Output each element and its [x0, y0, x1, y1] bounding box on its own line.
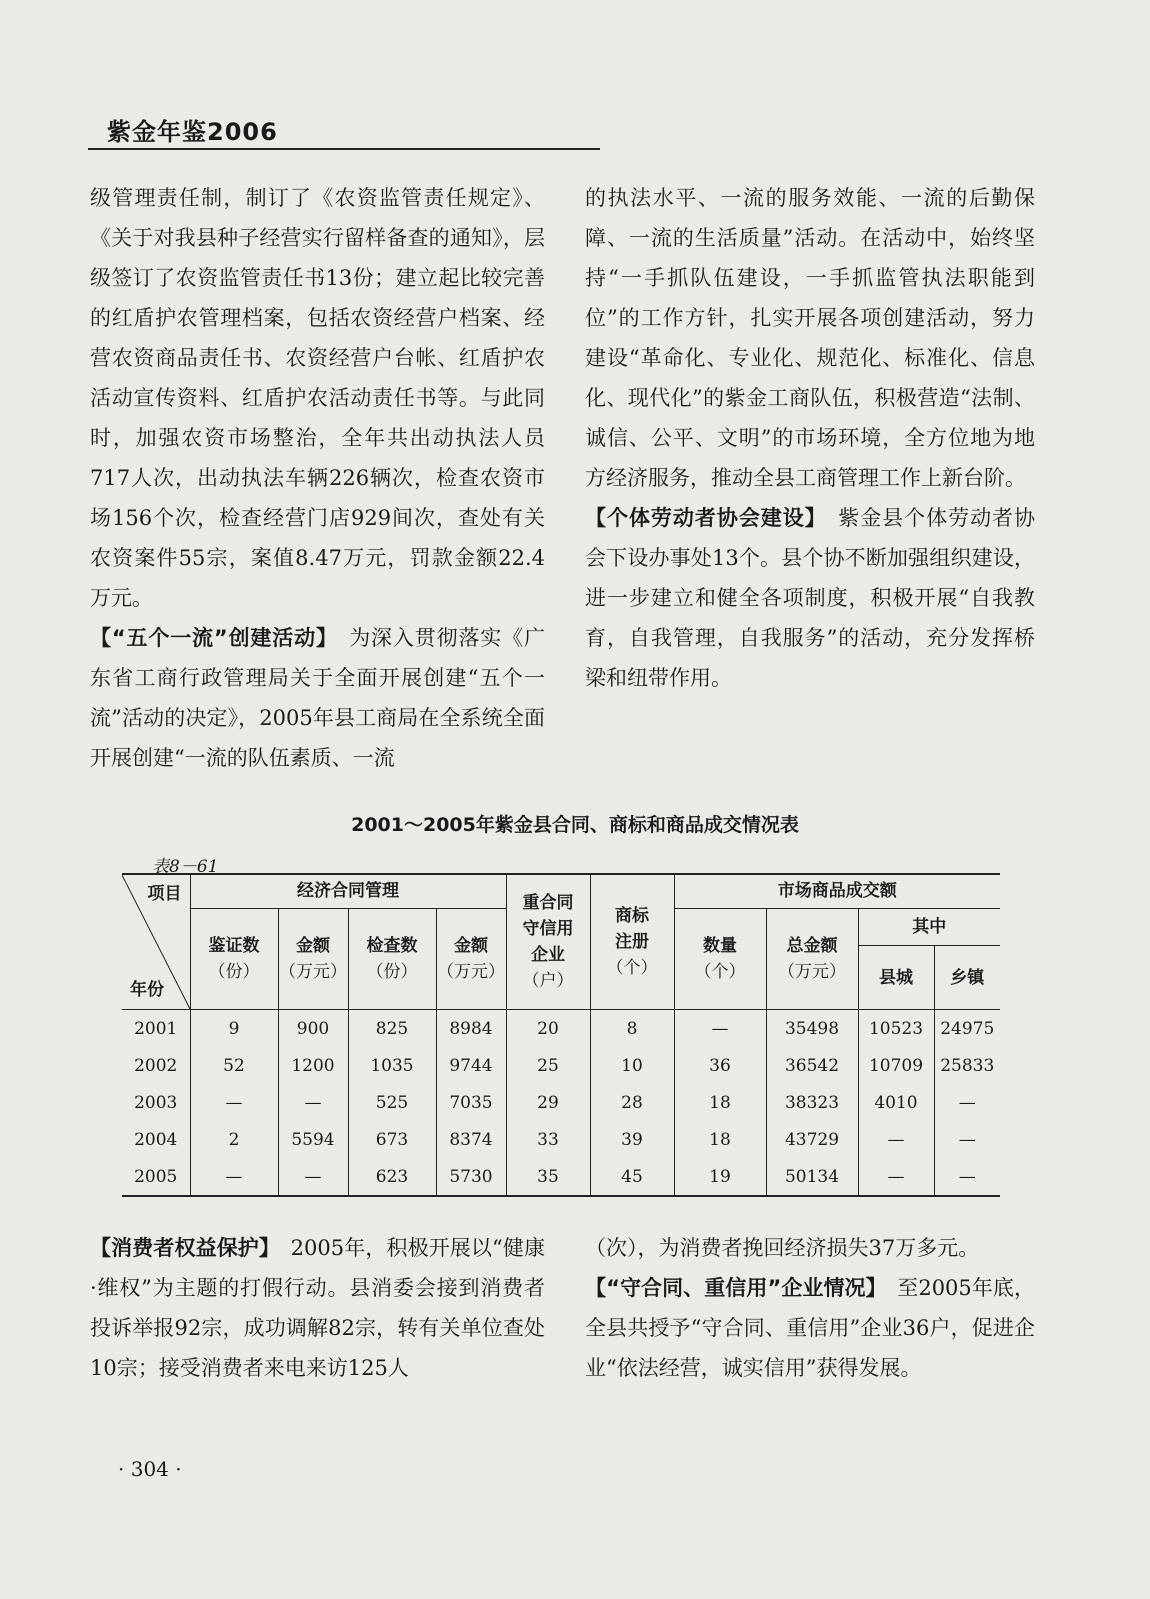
- group-header-market: 市场商品成交额: [674, 874, 1000, 908]
- table-cell: 29: [506, 1084, 590, 1121]
- paragraph-agri-supervision: 级管理责任制，制订了《农资监管责任规定》、《关于对我县种子经营实行留样备查的通知》，层级签订了农资监管责任书13份；建立起比较完善的红盾护农管理档案，包括农资经营户档案、经营农资商品责任书、农资经营户台帐、红盾护农活动宣传资料、红盾护农活动责任书等。与此同时，加强农资市场整治，全年共出动执法人员717人次，出动执法车辆226辆次，检查农资市场156个次，检查经营门店929间次，查处有关农资案件55宗，案值8.47万元，罚款金额22.4万元。: [90, 186, 545, 610]
- table-row: [122, 1047, 1000, 1084]
- row-year-cell: 2003: [122, 1084, 190, 1121]
- paragraph-individual-labor-assoc: [585, 498, 1035, 698]
- paragraph-text: 至2005年底，全县共授予“守合同、重信用”企业36户，促进企业“依法经营，诚实信用”获得发展。: [585, 1276, 1035, 1380]
- right-column-bottom: [585, 1228, 1035, 1388]
- table-cell: 45: [590, 1158, 674, 1196]
- row-year-cell: 2001: [122, 1010, 190, 1048]
- table-cell: 900: [278, 1010, 348, 1048]
- paragraph-five-first-class: [90, 618, 545, 778]
- table-cell: —: [190, 1084, 278, 1121]
- table-cell: 10523: [858, 1010, 934, 1048]
- table-cell: 52: [190, 1047, 278, 1084]
- table-cell: 19: [674, 1158, 766, 1196]
- table-cell: 10: [590, 1047, 674, 1084]
- table-cell: —: [858, 1121, 934, 1158]
- header-inspect-count: 检查数 （份）: [348, 908, 436, 1010]
- left-column-bottom: [90, 1228, 545, 1388]
- section-heading: 【“五个一流”创建活动】: [90, 626, 328, 650]
- table-row: [122, 1121, 1000, 1158]
- table-cell: 35: [506, 1158, 590, 1196]
- table-cell: 38323: [766, 1084, 858, 1121]
- table-row: [122, 1084, 1000, 1121]
- table-cell: 623: [348, 1158, 436, 1196]
- table-cell: 20: [506, 1010, 590, 1048]
- table-cell: 9744: [436, 1047, 506, 1084]
- table-cell: 36542: [766, 1047, 858, 1084]
- table-row: [122, 1010, 1000, 1048]
- table-cell: 18: [674, 1121, 766, 1158]
- corner-header: [122, 874, 190, 1010]
- table-cell: 8: [590, 1010, 674, 1048]
- table-cell: 25833: [934, 1047, 1000, 1084]
- table-cell: —: [674, 1010, 766, 1048]
- header-cert-count: 鉴证数 （份）: [190, 908, 278, 1010]
- table-cell: 25: [506, 1047, 590, 1084]
- row-year-cell: 2005: [122, 1158, 190, 1196]
- page-number: · 304 ·: [118, 1457, 182, 1481]
- table-cell: 39: [590, 1121, 674, 1158]
- table-cell: 18: [674, 1084, 766, 1121]
- table-cell: —: [190, 1158, 278, 1196]
- header-qizhong: 其中: [858, 908, 1000, 946]
- table-cell: —: [278, 1084, 348, 1121]
- table-cell: 10709: [858, 1047, 934, 1084]
- table-cell: 35498: [766, 1010, 858, 1048]
- paragraph-consumer-rights-cont: （次），为消费者挽回经济损失37万多元。: [585, 1236, 980, 1260]
- paragraph-text: 紫金县个体劳动者协会下设办事处13个。县个协不断加强组织建设，进一步建立和健全各项制度，积极开展“自我教育，自我管理，自我服务”的活动，充分发挥桥梁和纽带作用。: [585, 506, 1036, 690]
- section-heading: 【“守合同、重信用”企业情况】: [585, 1276, 877, 1300]
- table-cell: 43729: [766, 1121, 858, 1158]
- left-column-top: [90, 178, 545, 778]
- header-total-amount: 总金额 （万元）: [766, 908, 858, 1010]
- table-cell: 24975: [934, 1010, 1000, 1048]
- header-inspect-amount: 金额 （万元）: [436, 908, 506, 1010]
- table-cell: 2: [190, 1121, 278, 1158]
- table-cell: 7035: [436, 1084, 506, 1121]
- table-cell: —: [934, 1121, 1000, 1158]
- paragraph-contract-credit: [585, 1268, 1035, 1388]
- section-heading: 【个体劳动者协会建设】: [585, 506, 817, 530]
- table-cell: 5730: [436, 1158, 506, 1196]
- table-cell: —: [934, 1158, 1000, 1196]
- header-cert-amount: 金额 （万元）: [278, 908, 348, 1010]
- table-cell: 525: [348, 1084, 436, 1121]
- paragraph-consumer-rights: [90, 1228, 545, 1388]
- table-cell: —: [858, 1158, 934, 1196]
- table-cell: 36: [674, 1047, 766, 1084]
- paragraph-five-first-class-cont: 的执法水平、一流的服务效能、一流的后勤保障、一流的生活质量”活动。在活动中，始终坚持“一手抓队伍建设，一手抓监管执法职能到位”的工作方针，扎实开展各项创建活动，努力建设“革命化、专业化、规范化、标准化、信息化、现代化”的紫金工商队伍，积极营造“法制、诚信、公平、文明”的市场环境，全方位地为地方经济服务，推动全县工商管理工作上新台阶。: [585, 186, 1035, 490]
- table-cell: 5594: [278, 1121, 348, 1158]
- group-header-contract: 经济合同管理: [190, 874, 506, 908]
- table-number: 表8－61: [152, 857, 219, 877]
- table-cell: 825: [348, 1010, 436, 1048]
- row-year-cell: 2004: [122, 1121, 190, 1158]
- table-cell: 1200: [278, 1047, 348, 1084]
- table-cell: 9: [190, 1010, 278, 1048]
- table-row: [122, 1158, 1000, 1196]
- table-cell: 673: [348, 1121, 436, 1158]
- table-cell: 28: [590, 1084, 674, 1121]
- corner-label-item: 项目: [147, 884, 182, 904]
- table-cell: —: [934, 1084, 1000, 1121]
- row-year-cell: 2002: [122, 1047, 190, 1084]
- table-cell: 33: [506, 1121, 590, 1158]
- header-heavy-contract: 重合同 守信用 企业 （户）: [506, 874, 590, 1010]
- table-cell: 1035: [348, 1047, 436, 1084]
- running-header: 紫金年鉴2006: [107, 118, 278, 146]
- header-trademark: 商标 注册 （个）: [590, 874, 674, 1010]
- table-cell: —: [278, 1158, 348, 1196]
- section-heading: 【消费者权益保护】: [90, 1236, 270, 1260]
- paragraph-text: 2005年，积极开展以“健康·维权”为主题的打假行动。县消委会接到消费者投诉举报92宗，成功调解82宗，转有关单位查处10宗；接受消费者来电来访125人: [90, 1236, 546, 1380]
- table-cell: 4010: [858, 1084, 934, 1121]
- header-quantity: 数量 （个）: [674, 908, 766, 1010]
- header-county: 县城: [858, 946, 934, 1010]
- table-cell: 8984: [436, 1010, 506, 1048]
- table-cell: 50134: [766, 1158, 858, 1196]
- contract-trademark-table: [122, 873, 1000, 1197]
- table-title: 2001～2005年紫金县合同、商标和商品成交情况表: [351, 814, 799, 836]
- right-column-top: [585, 178, 1035, 698]
- corner-label-year: 年份: [130, 980, 164, 1000]
- table-cell: 8374: [436, 1121, 506, 1158]
- header-town: 乡镇: [934, 946, 1000, 1010]
- paragraph-text: 为深入贯彻落实《广东省工商行政管理局关于全面开展创建“五个一流”活动的决定》，2005年县工商局在全系统全面开展创建“一流的队伍素质、一流: [90, 626, 546, 770]
- header-rule: [88, 148, 600, 150]
